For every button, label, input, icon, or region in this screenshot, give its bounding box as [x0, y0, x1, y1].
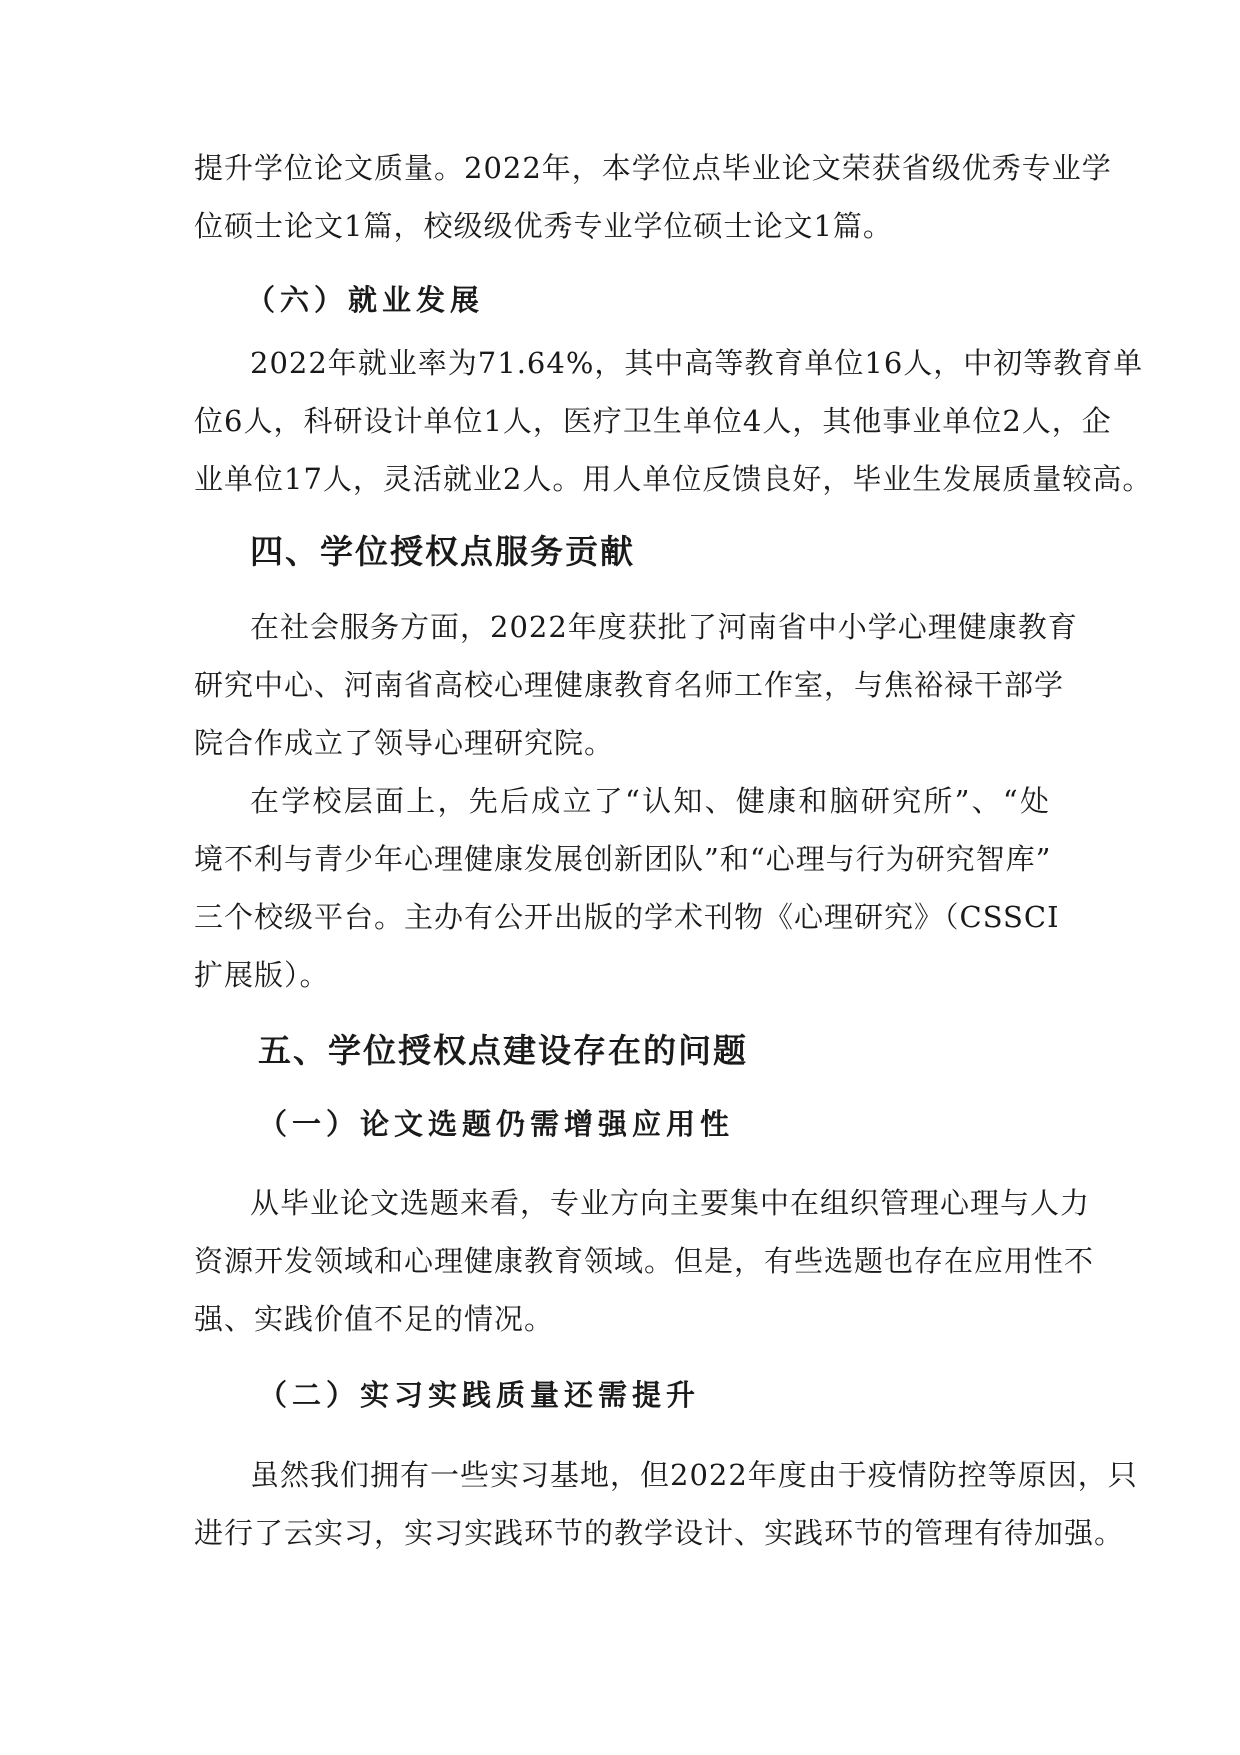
paragraph-line: 位硕士论文1篇，校级级优秀专业学位硕士论文1篇。 — [194, 209, 893, 243]
subsection-heading-internship: （二）实习实践质量还需提升 — [258, 1378, 701, 1412]
paragraph-line: 扩展版）。 — [194, 958, 330, 992]
subsection-heading-topic-selection: （一）论文选题仍需增强应用性 — [258, 1107, 735, 1141]
paragraph-line: 位6人，科研设计单位1人，医疗卫生单位4人，其他事业单位2人，企 — [194, 404, 1112, 438]
section-heading-employment: （六）就业发展 — [246, 283, 485, 317]
section-heading-problems: 五、学位授权点建设存在的问题 — [258, 1031, 748, 1070]
paragraph-line: 境不利与青少年心理健康发展创新团队”和“心理与行为研究智库” — [194, 842, 1052, 876]
paragraph-line: 业单位17人，灵活就业2人。用人单位反馈良好，毕业生发展质量较高。 — [194, 462, 1153, 496]
paragraph-line: 提升学位论文质量。2022年，本学位点毕业论文荣获省级优秀专业学 — [194, 151, 1112, 185]
paragraph-line: 进行了云实习，实习实践环节的教学设计、实践环节的管理有待加强。 — [194, 1516, 1125, 1550]
section-heading-service: 四、学位授权点服务贡献 — [250, 532, 635, 571]
paragraph-line: 在社会服务方面，2022年度获批了河南省中小学心理健康教育 — [250, 610, 1078, 644]
paragraph-line: 强、实践价值不足的情况。 — [194, 1302, 555, 1336]
paragraph-line: 资源开发领域和心理健康教育领域。但是，有些选题也存在应用性不 — [194, 1244, 1095, 1278]
paragraph-line: 研究中心、河南省高校心理健康教育名师工作室，与焦裕禄干部学 — [194, 668, 1065, 702]
paragraph-line: 从毕业论文选题来看，专业方向主要集中在组织管理心理与人力 — [250, 1186, 1091, 1220]
paragraph-line: 院合作成立了领导心理研究院。 — [194, 726, 615, 760]
paragraph-line: 虽然我们拥有一些实习基地，但2022年度由于疫情防控等原因，只 — [250, 1458, 1138, 1492]
paragraph-line: 三个校级平台。主办有公开出版的学术刊物《心理研究》（CSSCI — [194, 900, 1060, 934]
paragraph-line: 在学校层面上，先后成立了“认知、健康和脑研究所”、“处 — [250, 784, 1050, 818]
paragraph-line: 2022年就业率为71.64%，其中高等教育单位16人，中初等教育单 — [250, 346, 1144, 380]
